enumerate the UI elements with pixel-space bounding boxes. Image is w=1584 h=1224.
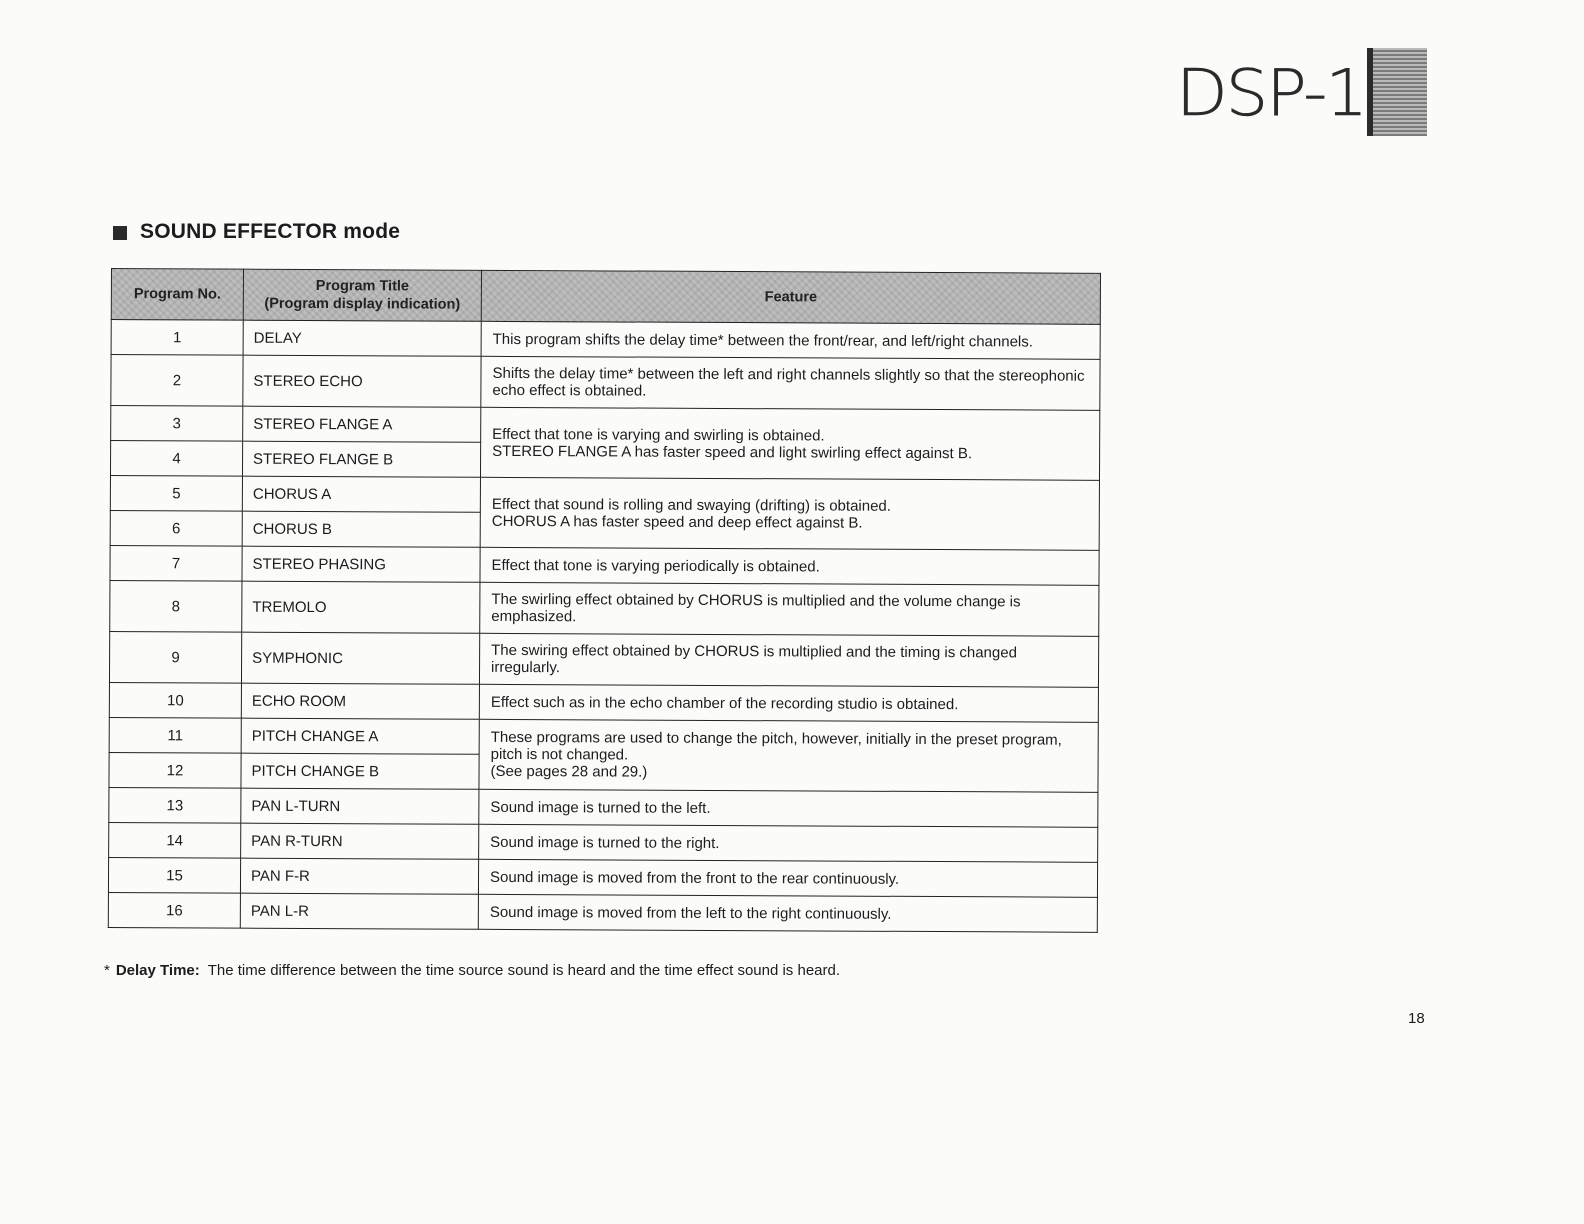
program-number: 15	[108, 857, 240, 893]
program-title: DELAY	[243, 320, 481, 356]
program-number: 10	[109, 682, 241, 718]
table-row	[111, 320, 1100, 360]
program-feature	[479, 684, 1098, 722]
program-title: STEREO ECHO	[243, 355, 481, 407]
feature-text: Shifts the delay time* between the left and right channels slightly so that the stereophonic echo effect is obtained.	[492, 364, 1085, 400]
section-title: SOUND EFFECTOR mode	[140, 220, 401, 243]
table-row	[109, 787, 1098, 827]
program-number: 5	[110, 475, 242, 511]
table-row	[109, 717, 1098, 757]
feature-text: Effect that sound is rolling and swaying (drifting) is obtained.	[491, 495, 892, 515]
feature-text: Sound image is moved from the front to the rear continuously.	[489, 868, 900, 888]
program-number: 8	[110, 580, 242, 632]
program-number: 12	[109, 752, 241, 788]
delay-time-footnote	[104, 962, 840, 979]
header-program-no: Program No.	[111, 269, 243, 321]
feature-text: CHORUS A has faster speed and deep effect against B.	[491, 512, 863, 532]
program-title: TREMOLO	[242, 581, 480, 633]
feature-text: This program shifts the delay time* between the front/rear, and left/right channels.	[492, 330, 1033, 351]
table-row	[110, 545, 1099, 585]
program-number: 9	[109, 631, 241, 683]
program-title: CHORUS A	[242, 476, 480, 512]
header-title-line1: Program Title	[315, 278, 410, 295]
program-feature	[479, 633, 1098, 687]
program-title: STEREO FLANGE A	[243, 406, 481, 442]
feature-text: (See pages 28 and 29.)	[490, 762, 648, 781]
table-row	[110, 475, 1099, 515]
program-feature	[478, 894, 1097, 932]
program-feature	[480, 547, 1099, 585]
program-number: 13	[109, 787, 241, 823]
square-bullet-icon	[113, 226, 127, 240]
program-number: 11	[109, 717, 241, 753]
program-title: PAN F-R	[240, 858, 478, 894]
table-row	[110, 580, 1099, 636]
program-number: 2	[111, 355, 243, 407]
program-feature	[479, 789, 1098, 827]
sound-effector-table	[108, 268, 1101, 933]
table-row	[108, 892, 1097, 932]
program-number: 14	[109, 822, 241, 858]
program-feature	[479, 824, 1098, 862]
table-row	[109, 822, 1098, 862]
program-title: ECHO ROOM	[241, 683, 479, 719]
header-title-line2: (Program display indication)	[264, 295, 461, 313]
footnote-text: The time difference between the time source sound is heard and the time effect sound is heard.	[207, 962, 841, 979]
program-number: 6	[110, 510, 242, 546]
table-row	[109, 631, 1098, 687]
program-title: PITCH CHANGE B	[241, 753, 479, 789]
program-title: STEREO FLANGE B	[242, 441, 480, 477]
logo-text: DSP-1	[1176, 57, 1366, 131]
feature-text: The swiring effect obtained by CHORUS is multiplied and the timing is changed irregularly.	[491, 641, 1017, 677]
program-number: 3	[111, 406, 243, 442]
header-feature: Feature	[481, 270, 1100, 324]
table-row	[109, 682, 1098, 722]
program-title: CHORUS B	[242, 511, 480, 547]
feature-text: Sound image is turned to the left.	[490, 798, 711, 817]
logo-bar-graphic	[1367, 48, 1427, 136]
footnote-term: Delay Time:	[115, 962, 200, 979]
program-number: 4	[110, 441, 242, 477]
feature-text: Effect that tone is varying periodically is obtained.	[491, 556, 820, 575]
program-feature	[479, 719, 1098, 792]
program-feature	[480, 582, 1099, 636]
program-number: 7	[110, 545, 242, 581]
program-feature	[481, 356, 1100, 410]
table-row	[111, 355, 1100, 411]
program-title: SYMPHONIC	[241, 632, 479, 684]
program-feature	[481, 321, 1100, 359]
program-feature	[480, 477, 1099, 550]
dsp1-logo	[1176, 48, 1427, 136]
header-program-title	[243, 269, 481, 321]
program-number: 16	[108, 892, 240, 928]
feature-text: Effect such as in the echo chamber of the recording studio is obtained.	[490, 693, 959, 713]
program-feature	[478, 859, 1097, 897]
program-feature	[480, 407, 1099, 480]
program-title: PAN L-R	[240, 893, 478, 929]
feature-text: The swirling effect obtained by CHORUS is multiplied and the volume change is emphasized.	[491, 590, 1021, 626]
table-row	[108, 857, 1097, 897]
program-title: PAN R-TURN	[241, 823, 479, 859]
program-number: 1	[111, 320, 243, 356]
program-title: PAN L-TURN	[241, 788, 479, 824]
program-title: PITCH CHANGE A	[241, 718, 479, 754]
table-row	[111, 406, 1100, 446]
feature-text: These programs are used to change the pitch, however, initially in the preset program, pitch is not changed.	[490, 728, 1062, 764]
footnote-marker: *	[104, 962, 110, 979]
feature-text: Sound image is moved from the left to the right continuously.	[489, 903, 892, 923]
feature-text: Effect that tone is varying and swirling is obtained.	[492, 425, 825, 444]
program-title: STEREO PHASING	[242, 546, 480, 582]
feature-text: STEREO FLANGE A has faster speed and light swirling effect against B.	[492, 442, 973, 462]
page-number: 18	[1408, 1010, 1425, 1027]
feature-text: Sound image is turned to the right.	[490, 833, 720, 852]
table-header-row	[111, 269, 1100, 325]
section-heading	[113, 220, 400, 244]
